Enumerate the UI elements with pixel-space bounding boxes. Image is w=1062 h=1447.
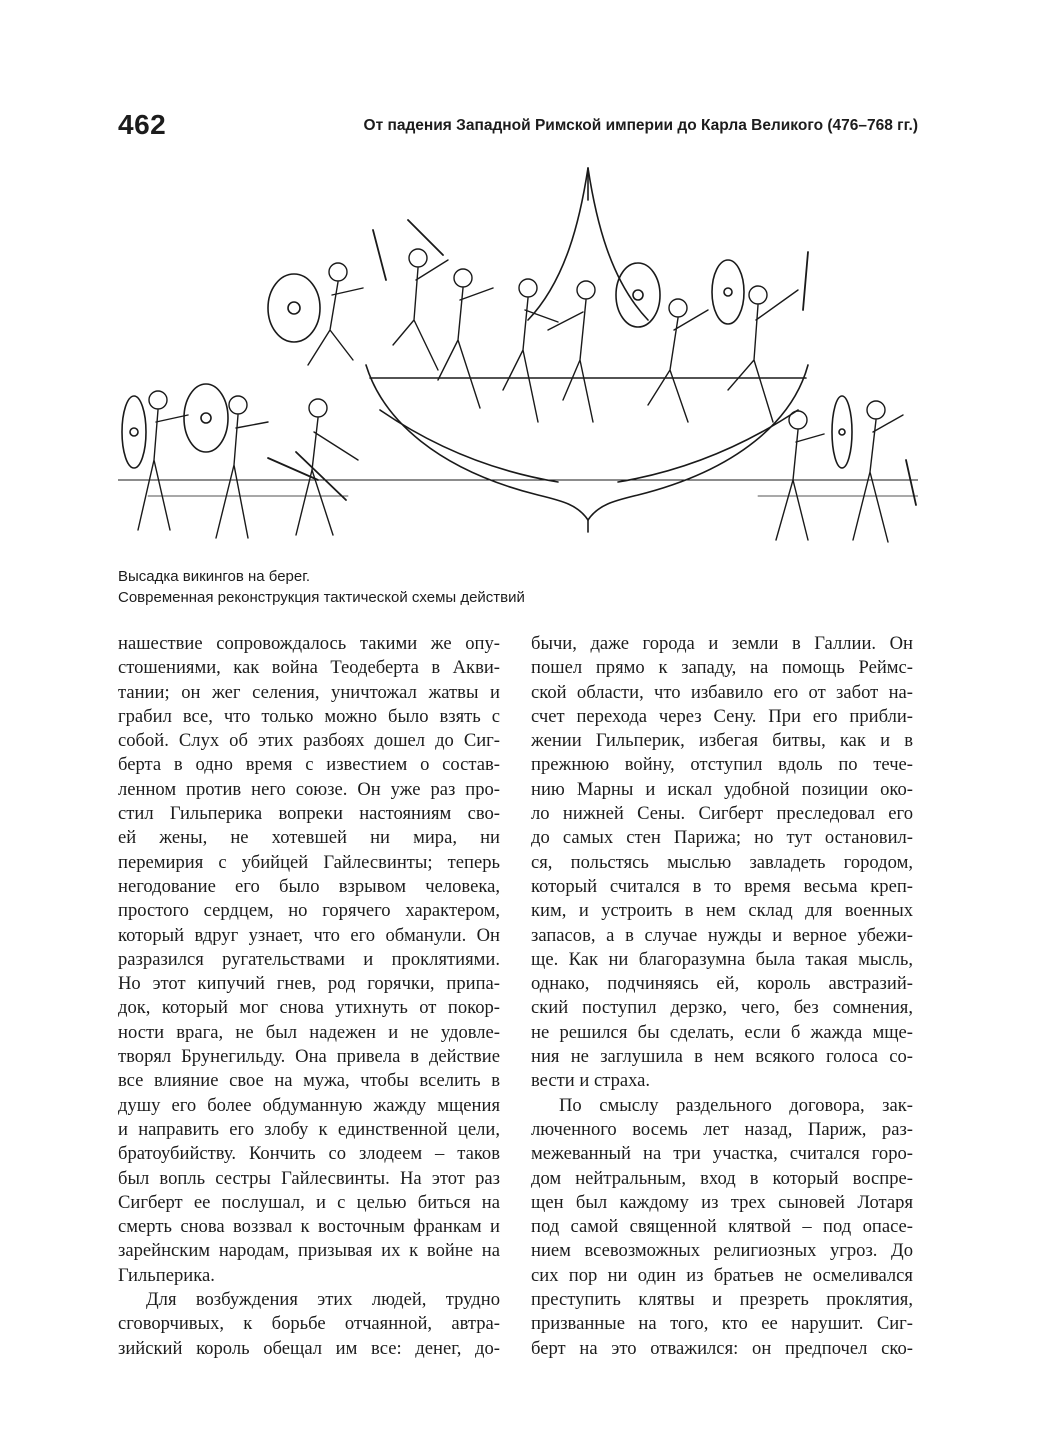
text-line: прежнюю войну, отступил вдоль по тече- bbox=[531, 754, 913, 776]
text-line: братоубийству. Кончить со злодеем – таков bbox=[118, 1143, 500, 1165]
text-line: ния не заглушила в нем всякого голоса со- bbox=[531, 1046, 913, 1068]
text-line: зарейнским народам, призывая их к войне на bbox=[118, 1240, 500, 1262]
text-line: ленном против него союзе. Он уже раз про- bbox=[118, 778, 500, 800]
text-line: стил Гильперика вопреки настояниям сво- bbox=[118, 803, 500, 825]
swords bbox=[268, 220, 916, 505]
text-line: был вопль сестры Гайлесвинты. На этот раз bbox=[118, 1167, 500, 1189]
text-line: призванные на того, кто ее нарушит. Сиг- bbox=[531, 1313, 913, 1335]
paragraph-end-line: вести и страха. bbox=[531, 1070, 651, 1092]
paragraph-start-line: По смыслу раздельного договора, зак- bbox=[559, 1094, 913, 1116]
text-line: до самых стен Парижа; но тут остановил- bbox=[531, 827, 913, 849]
text-line: межеванный на три участка, считался горо- bbox=[531, 1143, 913, 1165]
page-number: 462 bbox=[118, 109, 167, 140]
text-line: ности врага, не был надежен и не удовле- bbox=[118, 1021, 500, 1043]
text-line: и направить его злобу к единственной цели, bbox=[118, 1118, 500, 1140]
text-line: негодование его было взрывом человека, bbox=[118, 875, 500, 897]
figure-caption bbox=[118, 567, 918, 608]
shields bbox=[122, 260, 852, 468]
text-line: жении Гильперик, избегая битвы, как и в bbox=[531, 730, 913, 752]
text-line: который вдруг узнает, что его обманули. Он bbox=[118, 924, 500, 946]
ship-drawing bbox=[366, 168, 808, 532]
text-line: ской области, что избавило его от забот на- bbox=[531, 681, 913, 703]
caption-line-1: Высадка викингов на берег. bbox=[118, 568, 311, 585]
text-column-right bbox=[531, 632, 913, 1361]
text-line: запасов, а в случае нужды и верное убежи- bbox=[531, 924, 913, 946]
text-line: преступить клятвы и презреть проклятия, bbox=[531, 1289, 913, 1311]
text-line: нию Марны и искал удобной позиции око- bbox=[531, 778, 913, 800]
text-line: который считался в то время весьма креп- bbox=[531, 875, 913, 897]
text-line: однако, подчиняясь ей, король австразий- bbox=[531, 973, 913, 995]
caption-line-2: Современная реконструкция тактической схемы действий bbox=[118, 588, 525, 606]
text-line: ким, и устроить в нем склад для военных bbox=[531, 900, 913, 922]
text-line: ей жены, не хотевшей ни мира, ни bbox=[118, 827, 500, 849]
text-line: ся, польстясь мыслью завладеть городом, bbox=[531, 851, 913, 873]
text-line: счет перехода через Сену. При его прибли- bbox=[531, 705, 913, 727]
viking-landing-illustration bbox=[118, 160, 918, 560]
paragraph-start-line: Для возбуждения этих людей, трудно bbox=[146, 1289, 500, 1311]
paragraph-end-line: Гильперика. bbox=[118, 1264, 215, 1286]
text-line: берта в одно время с известием о состав- bbox=[118, 754, 500, 776]
text-line: сих пор ни один из братьев не осмеливался bbox=[531, 1264, 913, 1286]
text-line: щен был каждому из трех сыновей Лотаря bbox=[531, 1191, 913, 1213]
text-line: грабил все, что только можно было взять с bbox=[118, 705, 500, 727]
text-line: Сигберт ее послушал, и с целью биться на bbox=[118, 1191, 500, 1213]
text-line: ще. Как ни благоразумна была такая мысль, bbox=[531, 948, 913, 970]
text-line: нием всевозможных религиозных угроз. До bbox=[531, 1240, 913, 1262]
text-line: берт на это отважился: он предпочел ско- bbox=[531, 1337, 913, 1359]
text-line: собой. Слух об этих разбоях дошел до Сиг- bbox=[118, 730, 500, 752]
text-line: перемирия с убийцей Гайлесвинты; теперь bbox=[118, 851, 500, 873]
text-line: не решился бы сделать, если б жажда мще- bbox=[531, 1021, 913, 1043]
text-line: нашествие сопровождалось такими же опу- bbox=[118, 633, 500, 654]
text-line: простого сердцем, но горячего характером, bbox=[118, 900, 500, 922]
running-head: От падения Западной Римской империи до Карла Великого (476–768 гг.) bbox=[363, 117, 918, 134]
warriors bbox=[138, 249, 903, 542]
text-line: пошел прямо к западу, на помощь Реймс- bbox=[531, 657, 913, 679]
text-column-left bbox=[118, 632, 500, 1361]
text-line: люченного восемь лет назад, Париж, раз- bbox=[531, 1118, 913, 1140]
text-line: под самой священной клятвой – под опасе- bbox=[531, 1216, 913, 1238]
text-line: Но этот кипучий гнев, род горячки, припа- bbox=[118, 973, 500, 995]
text-line: дом нейтральным, вход в который воспре- bbox=[531, 1167, 913, 1189]
text-line: зийский король обещал им все: денег, до- bbox=[118, 1337, 500, 1359]
text-line: разразился ругательствами и проклятиями. bbox=[118, 948, 500, 970]
text-line: творял Брунегильду. Она привела в действие bbox=[118, 1046, 500, 1068]
text-line: док, который мог снова утихнуть от покор- bbox=[118, 997, 500, 1019]
text-line: тании; он жег селения, уничтожал жатвы и bbox=[118, 681, 500, 703]
text-line: душу его более обдуманную жажду мщения bbox=[118, 1094, 500, 1116]
text-line: ский поступил дерзко, чего, без сомнения, bbox=[531, 997, 913, 1019]
text-line: сговорчивых, к борьбе отчаянной, автра- bbox=[118, 1313, 500, 1335]
text-line: бычи, даже города и земли в Галлии. Он bbox=[531, 633, 913, 654]
text-line: стошениями, как война Теодеберта в Акви- bbox=[118, 657, 500, 679]
text-line: все влияние свое на мужа, чтобы вселить в bbox=[118, 1070, 500, 1092]
text-line: ло нижней Сены. Сигберт преследовал его bbox=[531, 803, 913, 825]
text-line: смерть снова воззвал к восточным франкам и bbox=[118, 1216, 500, 1238]
